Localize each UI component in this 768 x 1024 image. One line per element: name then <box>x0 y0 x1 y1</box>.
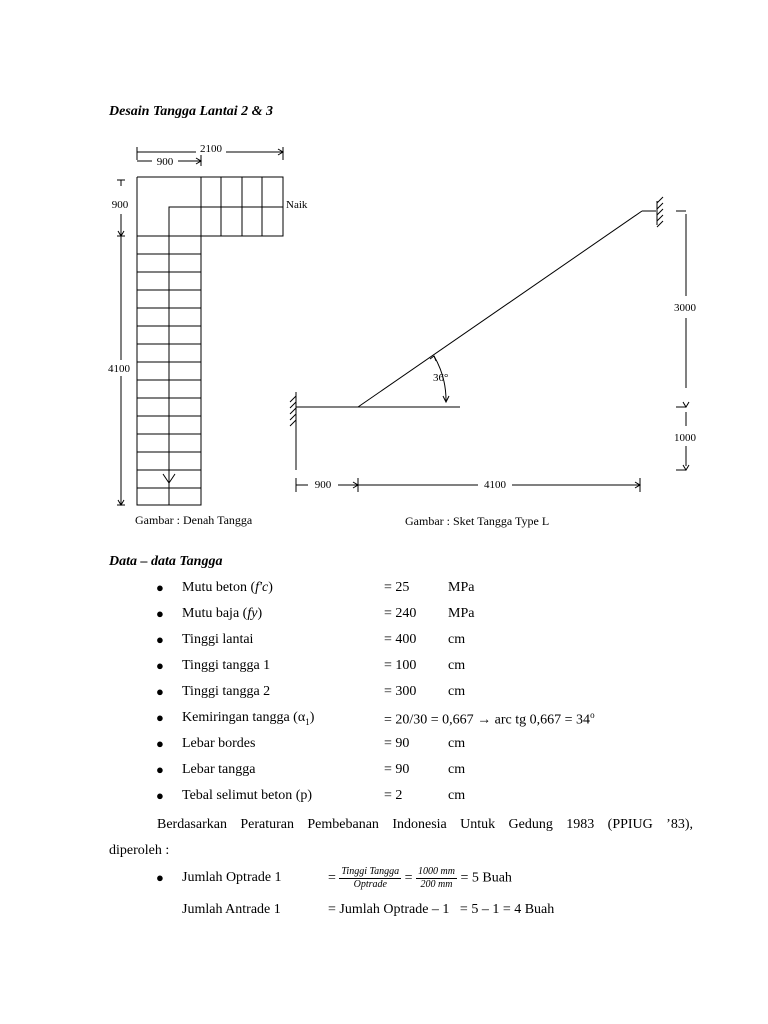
bullet-icon: ● <box>156 762 164 777</box>
sketch-dim-900: 900 <box>314 479 332 491</box>
sketch-caption: Gambar : Sket Tangga Type L <box>405 514 550 528</box>
plan-label-naik: Naik <box>286 199 308 211</box>
item-label: Tinggi tangga 1 <box>182 658 271 673</box>
item-unit: MPa <box>448 606 475 621</box>
section-title: Desain Tangga Lantai 2 & 3 <box>109 104 274 119</box>
plan-dim-900-left: 900 <box>111 199 129 211</box>
item-label: Lebar bordes <box>182 736 256 751</box>
bullet-icon: ● <box>156 606 164 621</box>
list-item <box>0 580 768 600</box>
plan-dim-2100: 2100 <box>200 143 222 155</box>
item-unit: cm <box>448 632 466 647</box>
item-value: = 240 <box>384 606 417 621</box>
bullet-icon: ● <box>156 788 164 803</box>
item-unit: cm <box>448 736 466 751</box>
item-label: Kemiringan tangga $(\alpha_1)$ <box>182 710 315 727</box>
list-item <box>0 684 768 704</box>
list-item <box>0 632 768 652</box>
bullet-icon: ● <box>156 684 164 699</box>
list-item <box>0 606 768 626</box>
item-value: = 2 <box>384 788 403 803</box>
list-item <box>0 736 768 756</box>
plan-dim-4100: 4100 <box>108 363 130 375</box>
plan-dim-900-top: 900 <box>156 156 174 168</box>
item-label: Tebal selimut beton (p) <box>182 788 313 803</box>
list-item <box>0 762 768 782</box>
calc-optrade-row <box>0 866 768 892</box>
calc-antrade-formula: = Jumlah Optrade – 1 = 5 – 1 = 4 Buah <box>328 902 555 917</box>
item-label: Tinggi tangga 2 <box>182 684 271 699</box>
sketch-dim-1000: 1000 <box>674 432 696 444</box>
item-unit: cm <box>448 658 466 673</box>
item-unit: cm <box>448 762 466 777</box>
calc-antrade-label: Jumlah Antrade 1 <box>182 902 281 917</box>
item-label: Mutu beton (f'c) <box>182 580 273 595</box>
calc-antrade-row <box>0 902 768 922</box>
fraction: $\frac{\text{Tinggi Tangga}}{\text{Optrade}}$ <box>341 866 400 890</box>
item-value: = 90 <box>384 762 410 777</box>
stair-sketch <box>290 197 689 492</box>
item-unit: MPa <box>448 580 475 595</box>
plan-caption: Gambar : Denah Tangga <box>135 513 253 527</box>
bullet-icon: ● <box>156 658 164 673</box>
item-value: = 400 <box>384 632 417 647</box>
sketch-dim-3000: 3000 <box>674 302 696 314</box>
calc-optrade-label: Jumlah Optrade 1 <box>182 870 282 885</box>
item-value: = 20/30 = 0,667 → arc tg $0,667 = 34^o$ <box>384 710 595 728</box>
item-label: Tinggi lantai <box>182 632 254 647</box>
item-unit: cm <box>448 788 466 803</box>
bullet-icon: ● <box>156 736 164 751</box>
list-item <box>0 658 768 678</box>
sketch-angle-label: 36° <box>433 372 449 384</box>
calc-optrade-formula: = $\frac{\text{Tinggi Tangga}}{\text{Optrade}}$ = $\frac{1000 mm}{200 mm}$ = 5 Buah <box>328 866 512 890</box>
fraction: $\frac{1000 mm}{200 mm}$ <box>418 866 455 890</box>
bullet-icon: ● <box>156 870 164 885</box>
paragraph-line2: diperoleh : <box>109 843 170 858</box>
item-label: Lebar tangga <box>182 762 256 777</box>
bullet-icon: ● <box>156 580 164 595</box>
list-item <box>0 788 768 808</box>
sketch-dim-4100: 4100 <box>484 479 506 491</box>
item-value: = 300 <box>384 684 417 699</box>
stair-plan <box>117 147 283 505</box>
item-unit: cm <box>448 684 466 699</box>
paragraph-line1: Berdasarkan Peraturan Pembebanan Indonesia Untuk Gedung 1983 (PPIUG ’83), <box>157 817 693 832</box>
item-value: = 90 <box>384 736 410 751</box>
item-value: = 25 <box>384 580 410 595</box>
item-value: = 100 <box>384 658 417 673</box>
list-item <box>0 710 768 730</box>
item-label: Mutu baja (fy) <box>182 606 263 621</box>
bullet-icon: ● <box>156 710 164 725</box>
bullet-icon: ● <box>156 632 164 647</box>
data-title: Data – data Tangga <box>109 554 223 569</box>
